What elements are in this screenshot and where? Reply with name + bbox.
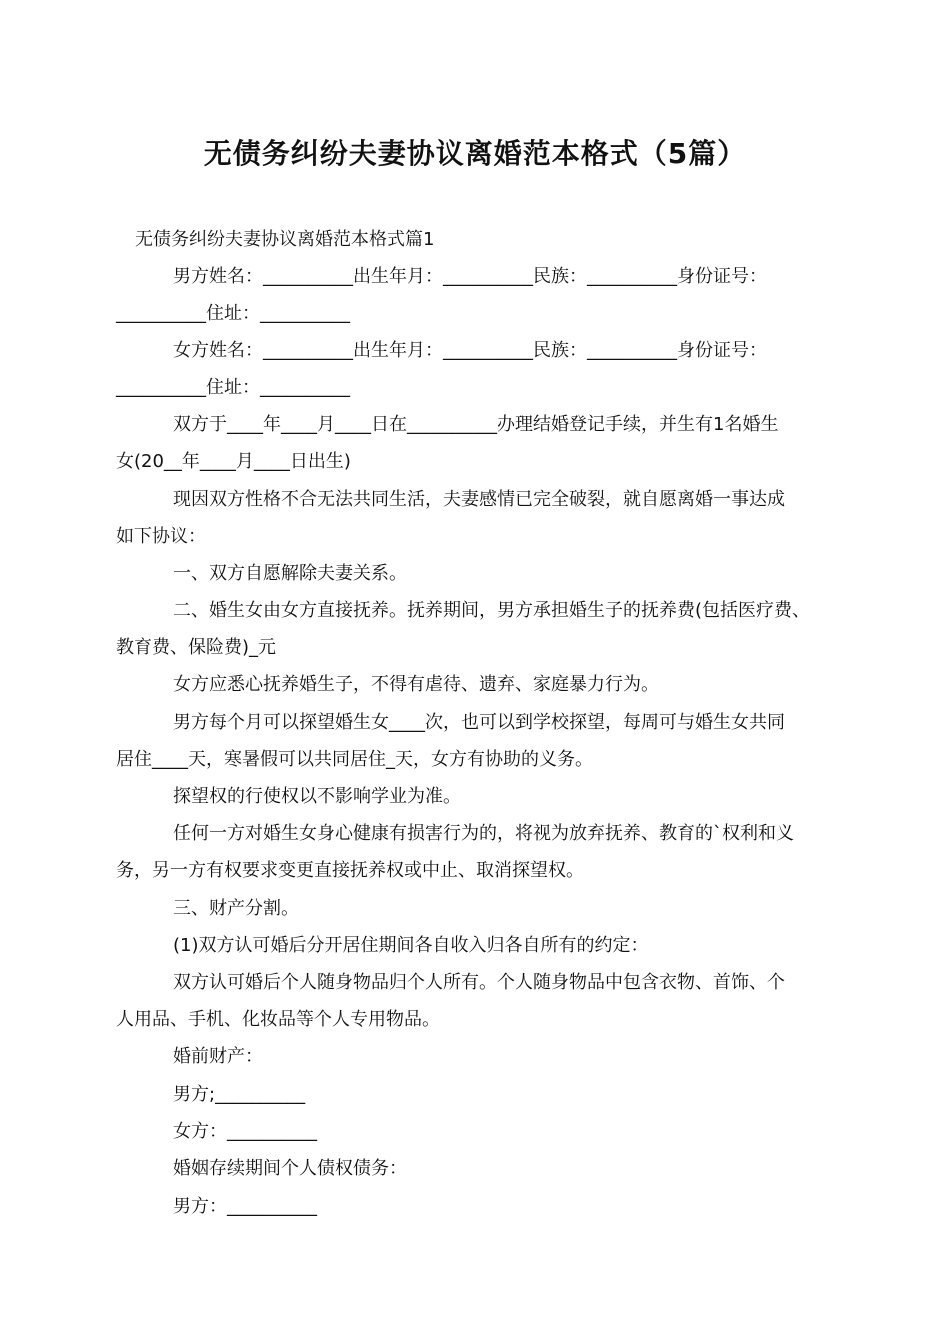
paragraph-line: 居住____天，寒暑假可以共同居住_天，女方有协助的义务。 bbox=[116, 749, 593, 770]
paragraph-line: 如下协议： bbox=[116, 526, 206, 547]
paragraph-line: 现因双方性格不合无法共同生活，夫妻感情已完全破裂，就自愿离婚一事达成 bbox=[173, 489, 785, 510]
paragraph-line: 双方认可婚后个人随身物品归个人所有。个人随身物品中包含衣物、首饰、个 bbox=[173, 972, 785, 993]
paragraph-line: 女(20__年____月____日出生) bbox=[116, 451, 351, 472]
paragraph-line: 人用品、手机、化妆品等个人专用物品。 bbox=[116, 1009, 440, 1030]
paragraph-line: 二、婚生女由女方直接抚养。抚养期间，男方承担婚生子的抚养费(包括医疗费、 bbox=[173, 600, 811, 621]
document-title: 无债务纠纷夫妻协议离婚范本格式（5篇） bbox=[203, 137, 747, 170]
paragraph-line: 男方每个月可以探望婚生女____次，也可以到学校探望，每周可与婚生女共同 bbox=[173, 712, 785, 733]
paragraph-line: 女方应悉心抚养婚生子，不得有虐待、遗弃、家庭暴力行为。 bbox=[173, 674, 659, 695]
paragraph-line: (1)双方认可婚后分开居住期间各自收入归各自所有的约定： bbox=[173, 935, 649, 956]
paragraph-line: 一、双方自愿解除夫妻关系。 bbox=[173, 563, 407, 584]
paragraph-line: 三、财产分割。 bbox=[173, 898, 299, 919]
paragraph-line: 男方姓名：__________出生年月：__________民族：__________身份证号： bbox=[173, 266, 767, 287]
paragraph-line: 女方：__________ bbox=[173, 1121, 317, 1142]
paragraph-line: 女方姓名：__________出生年月：__________民族：__________身份证号： bbox=[173, 340, 767, 361]
paragraph-line: 婚前财产： bbox=[173, 1046, 263, 1067]
paragraph-line: __________住址：__________ bbox=[116, 377, 350, 398]
paragraph-line: 男方：__________ bbox=[173, 1196, 317, 1217]
section-heading: 无债务纠纷夫妻协议离婚范本格式篇1 bbox=[135, 229, 435, 250]
paragraph-line: 教育费、保险费)_元 bbox=[116, 637, 277, 658]
paragraph-line: 任何一方对婚生女身心健康有损害行为的，将视为放弃抚养、教育的`权利和义 bbox=[173, 823, 794, 844]
paragraph-line: 务，另一方有权要求变更直接抚养权或中止、取消探望权。 bbox=[116, 860, 584, 881]
paragraph-line: 男方;__________ bbox=[173, 1084, 306, 1105]
paragraph-line: __________住址：__________ bbox=[116, 303, 350, 324]
paragraph-line: 婚姻存续期间个人债权债务： bbox=[173, 1158, 407, 1179]
paragraph-line: 探望权的行使权以不影响学业为准。 bbox=[173, 786, 461, 807]
paragraph-line: 双方于____年____月____日在__________办理结婚登记手续，并生有1名婚生 bbox=[173, 414, 779, 435]
